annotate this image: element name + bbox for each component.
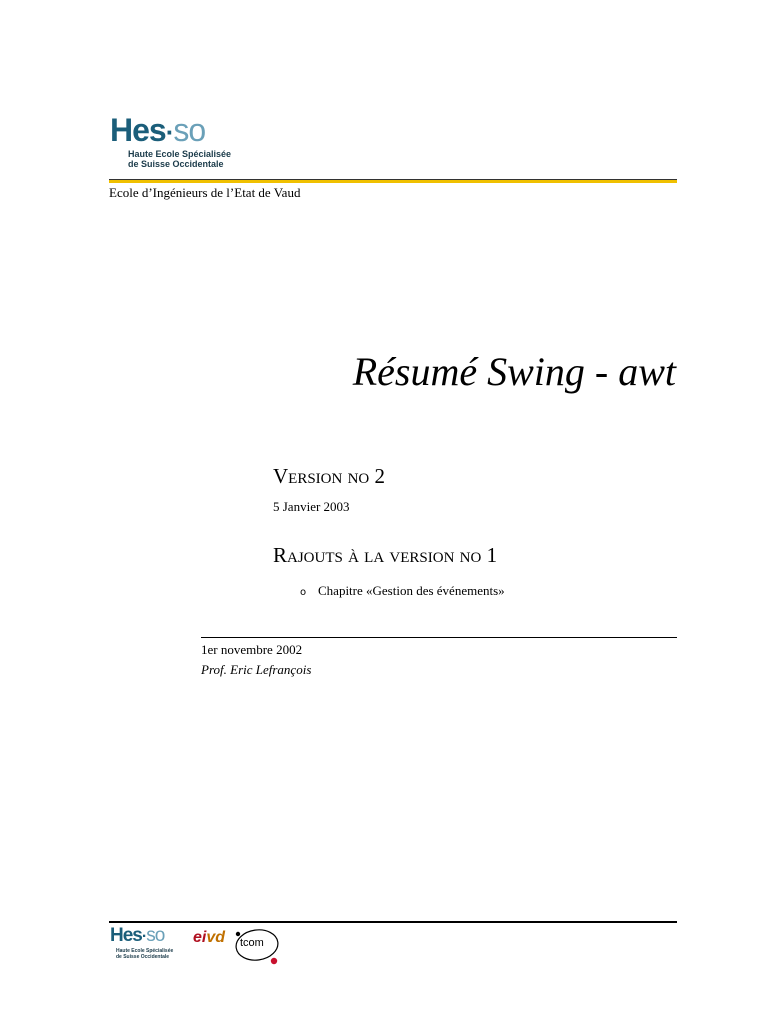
footer-hes-so-logo [110, 925, 190, 966]
tcom-logo [232, 925, 282, 969]
school-name: Ecole d’Ingénieurs de l’Etat de Vaud [109, 185, 301, 200]
additions-heading: Rajouts à la version no 1 [273, 543, 498, 567]
meta-rule [201, 637, 677, 638]
hes-so-wordmark: Hes·so [110, 112, 206, 148]
logo-tagline-1: Haute Ecole Spécialisée [128, 149, 232, 159]
list-item-text: Chapitre «Gestion des événements» [318, 583, 505, 598]
footer-logo-tagline-1: Haute Ecole Spécialisée [116, 948, 174, 954]
footer-logo-tagline-2: de Suisse Occidentale [116, 954, 170, 960]
list-item [300, 583, 505, 599]
document-title: Résumé Swing - awt [352, 349, 676, 394]
logo-tagline-2: de Suisse Occidentale [128, 159, 224, 169]
header-rule [109, 179, 677, 183]
eivd-logo: eivd [193, 929, 226, 946]
document-date: 1er novembre 2002 [201, 642, 303, 657]
version-date: 5 Janvier 2003 [273, 499, 350, 514]
tcom-label: tcom [240, 937, 264, 949]
footer-hes-so-wordmark: Hes·so [110, 925, 165, 946]
version-heading: Version no 2 [273, 464, 386, 488]
bullet-icon: o [300, 587, 307, 598]
hes-so-logo [110, 112, 260, 169]
footer-rule [109, 921, 677, 923]
author-name: Prof. Eric Lefrançois [201, 662, 312, 677]
